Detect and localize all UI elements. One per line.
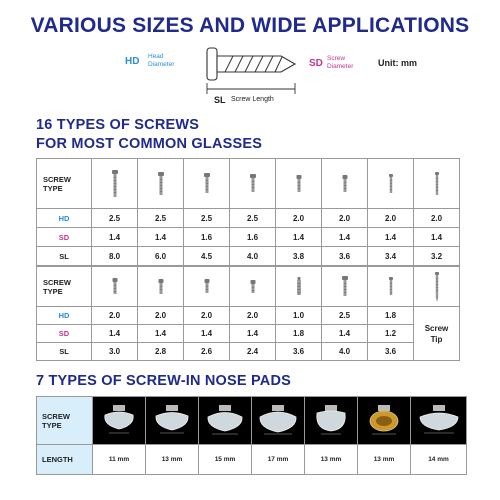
table-cell: 4.0 <box>322 343 368 361</box>
table-cell: 2.0 <box>184 307 230 325</box>
table-cell: 1.4 <box>138 325 184 343</box>
screw-image <box>184 159 230 209</box>
screw-type-label <box>37 267 92 307</box>
screw-table-1 <box>36 158 460 266</box>
table-cell: 2.8 <box>138 343 184 361</box>
sl-row <box>37 343 460 361</box>
screw-image <box>184 267 230 307</box>
screw-image <box>322 159 368 209</box>
table-cell: 2.0 <box>368 209 414 228</box>
length-row <box>37 445 467 475</box>
hd-label <box>148 53 174 69</box>
table-cell: 2.6 <box>184 343 230 361</box>
table-cell: 1.4 <box>184 325 230 343</box>
sd-row-label: SD <box>37 325 92 343</box>
screws-title-line2: FOR MOST COMMON GLASSES <box>36 136 263 152</box>
sl-row <box>37 247 460 266</box>
sd-label <box>327 55 353 71</box>
screws-title-line1: 16 TYPES OF SCREWS <box>36 117 200 133</box>
unit-label: Unit: mm <box>378 58 417 68</box>
table-cell: 2.0 <box>92 307 138 325</box>
nose-pad-icon <box>97 403 141 437</box>
table-cell: 1.8 <box>368 307 414 325</box>
sl-label: Screw Length <box>231 96 274 103</box>
hd-abbr: HD <box>125 56 140 67</box>
table-cell: 1.4 <box>138 228 184 247</box>
table-cell: 2.5 <box>184 209 230 228</box>
nose-pads-table <box>36 396 467 475</box>
screw-image <box>230 159 276 209</box>
screw-image <box>92 159 138 209</box>
nose-pad-image <box>411 397 467 445</box>
hd-row <box>37 209 460 228</box>
screw-type-label-1: SCREW <box>43 277 71 287</box>
page-title: VARIOUS SIZES AND WIDE APPLICATIONS <box>30 14 470 37</box>
screw-icon <box>340 175 350 193</box>
screw-tip-label <box>414 307 460 361</box>
screw-image <box>92 267 138 307</box>
screw-image <box>276 159 322 209</box>
table-cell: 1.4 <box>368 228 414 247</box>
nose-pad-icon <box>309 403 353 437</box>
screw-icon <box>294 175 304 193</box>
table-cell: 1.4 <box>322 325 368 343</box>
hd-line2: Diameter <box>148 61 175 68</box>
screw-type-row <box>37 159 460 209</box>
table-cell: 2.0 <box>138 307 184 325</box>
screw-image <box>368 267 414 307</box>
table-cell: 2.5 <box>322 307 368 325</box>
nose-pads-title: 7 TYPES OF SCREW-IN NOSE PADS <box>36 373 291 389</box>
sd-line2: Diameter <box>327 63 354 70</box>
length-cell: 13 mm <box>358 445 411 475</box>
sd-row <box>37 228 460 247</box>
nose-pad-image <box>199 397 252 445</box>
length-label: LENGTH <box>37 445 93 475</box>
screw-tip-icon <box>431 272 443 302</box>
screw-image <box>368 159 414 209</box>
table-cell: 1.4 <box>276 228 322 247</box>
sd-row <box>37 325 460 343</box>
screw-type-label <box>37 159 92 209</box>
screw-table-2 <box>36 266 460 361</box>
screw-icon <box>110 278 120 295</box>
screw-type-label-1: SCREW <box>43 174 71 184</box>
screw-icon <box>386 174 396 194</box>
length-cell: 14 mm <box>411 445 467 475</box>
screw-image <box>230 267 276 307</box>
screw-image <box>414 159 460 209</box>
pad-type-row <box>37 397 467 445</box>
screw-icon <box>156 172 166 196</box>
table-cell: 8.0 <box>92 247 138 266</box>
screw-type-row <box>37 267 460 307</box>
table-cell: 1.8 <box>276 325 322 343</box>
table-cell: 1.4 <box>230 325 276 343</box>
table-cell: 3.4 <box>368 247 414 266</box>
table-cell: 2.5 <box>230 209 276 228</box>
table-cell: 3.6 <box>368 343 414 361</box>
table-cell: 2.0 <box>322 209 368 228</box>
hd-row-label: HD <box>37 209 92 228</box>
sd-row-label: SD <box>37 228 92 247</box>
table-cell: 1.4 <box>92 228 138 247</box>
hd-row-label: HD <box>37 307 92 325</box>
screw-image <box>276 267 322 307</box>
screw-image <box>322 267 368 307</box>
screw-type-label-2: TYPE <box>43 183 63 193</box>
table-cell: 3.6 <box>276 343 322 361</box>
table-cell: 3.6 <box>322 247 368 266</box>
table-cell: 1.6 <box>184 228 230 247</box>
screw-icon <box>202 173 212 194</box>
nose-pad-image <box>358 397 411 445</box>
table-cell: 2.5 <box>92 209 138 228</box>
table-cell: 4.0 <box>230 247 276 266</box>
screw-icon <box>156 279 166 295</box>
table-cell: 1.6 <box>230 228 276 247</box>
nose-pad-icon <box>416 403 462 437</box>
pad-type-label-2: TYPE <box>42 420 62 430</box>
length-cell: 13 mm <box>146 445 199 475</box>
screw-diagram <box>195 42 307 96</box>
sd-line1: Screw <box>327 55 346 62</box>
length-cell: 11 mm <box>93 445 146 475</box>
hd-line1: Head <box>148 53 164 60</box>
pad-type-label-1: SCREW <box>42 411 70 421</box>
table-cell: 1.4 <box>92 325 138 343</box>
screw-icon <box>110 170 120 198</box>
nose-pad-icon <box>256 403 300 437</box>
table-cell: 2.0 <box>230 307 276 325</box>
sl-abbr: SL <box>214 95 226 105</box>
table-cell: 3.2 <box>414 247 460 266</box>
length-cell: 13 mm <box>305 445 358 475</box>
table-cell: 2.4 <box>230 343 276 361</box>
sl-row-label: SL <box>37 247 92 266</box>
screw-image <box>138 267 184 307</box>
screw-icon <box>202 279 212 294</box>
screw-icon <box>386 277 396 296</box>
nose-pad-icon <box>362 403 406 437</box>
table-cell: 2.0 <box>414 209 460 228</box>
screw-icon <box>340 276 350 297</box>
sl-row-label: SL <box>37 343 92 361</box>
screw-tip-line1: Screw <box>424 323 449 333</box>
sd-abbr: SD <box>309 58 323 69</box>
screw-icon <box>432 172 442 196</box>
pad-type-label <box>37 397 93 445</box>
nose-pad-image <box>93 397 146 445</box>
length-cell: 17 mm <box>252 445 305 475</box>
screw-tip-image <box>414 267 460 307</box>
screw-icon <box>248 280 258 294</box>
screw-tip-line2: Tip <box>430 334 443 344</box>
screw-type-label-2: TYPE <box>43 286 63 296</box>
table-cell: 6.0 <box>138 247 184 266</box>
table-cell: 1.4 <box>414 228 460 247</box>
nose-pad-icon <box>150 403 194 437</box>
table-cell: 3.8 <box>276 247 322 266</box>
nose-pad-image <box>305 397 358 445</box>
nose-pad-image <box>146 397 199 445</box>
table-cell: 1.4 <box>322 228 368 247</box>
table-cell: 2.5 <box>138 209 184 228</box>
screw-icon <box>294 277 304 296</box>
length-cell: 15 mm <box>199 445 252 475</box>
nose-pad-icon <box>203 403 247 437</box>
screw-icon <box>248 174 258 193</box>
hd-row <box>37 307 460 325</box>
table-cell: 3.0 <box>92 343 138 361</box>
nose-pad-image <box>252 397 305 445</box>
table-cell: 2.0 <box>276 209 322 228</box>
table-cell: 4.5 <box>184 247 230 266</box>
screw-image <box>138 159 184 209</box>
table-cell: 1.0 <box>276 307 322 325</box>
table-cell: 1.2 <box>368 325 414 343</box>
